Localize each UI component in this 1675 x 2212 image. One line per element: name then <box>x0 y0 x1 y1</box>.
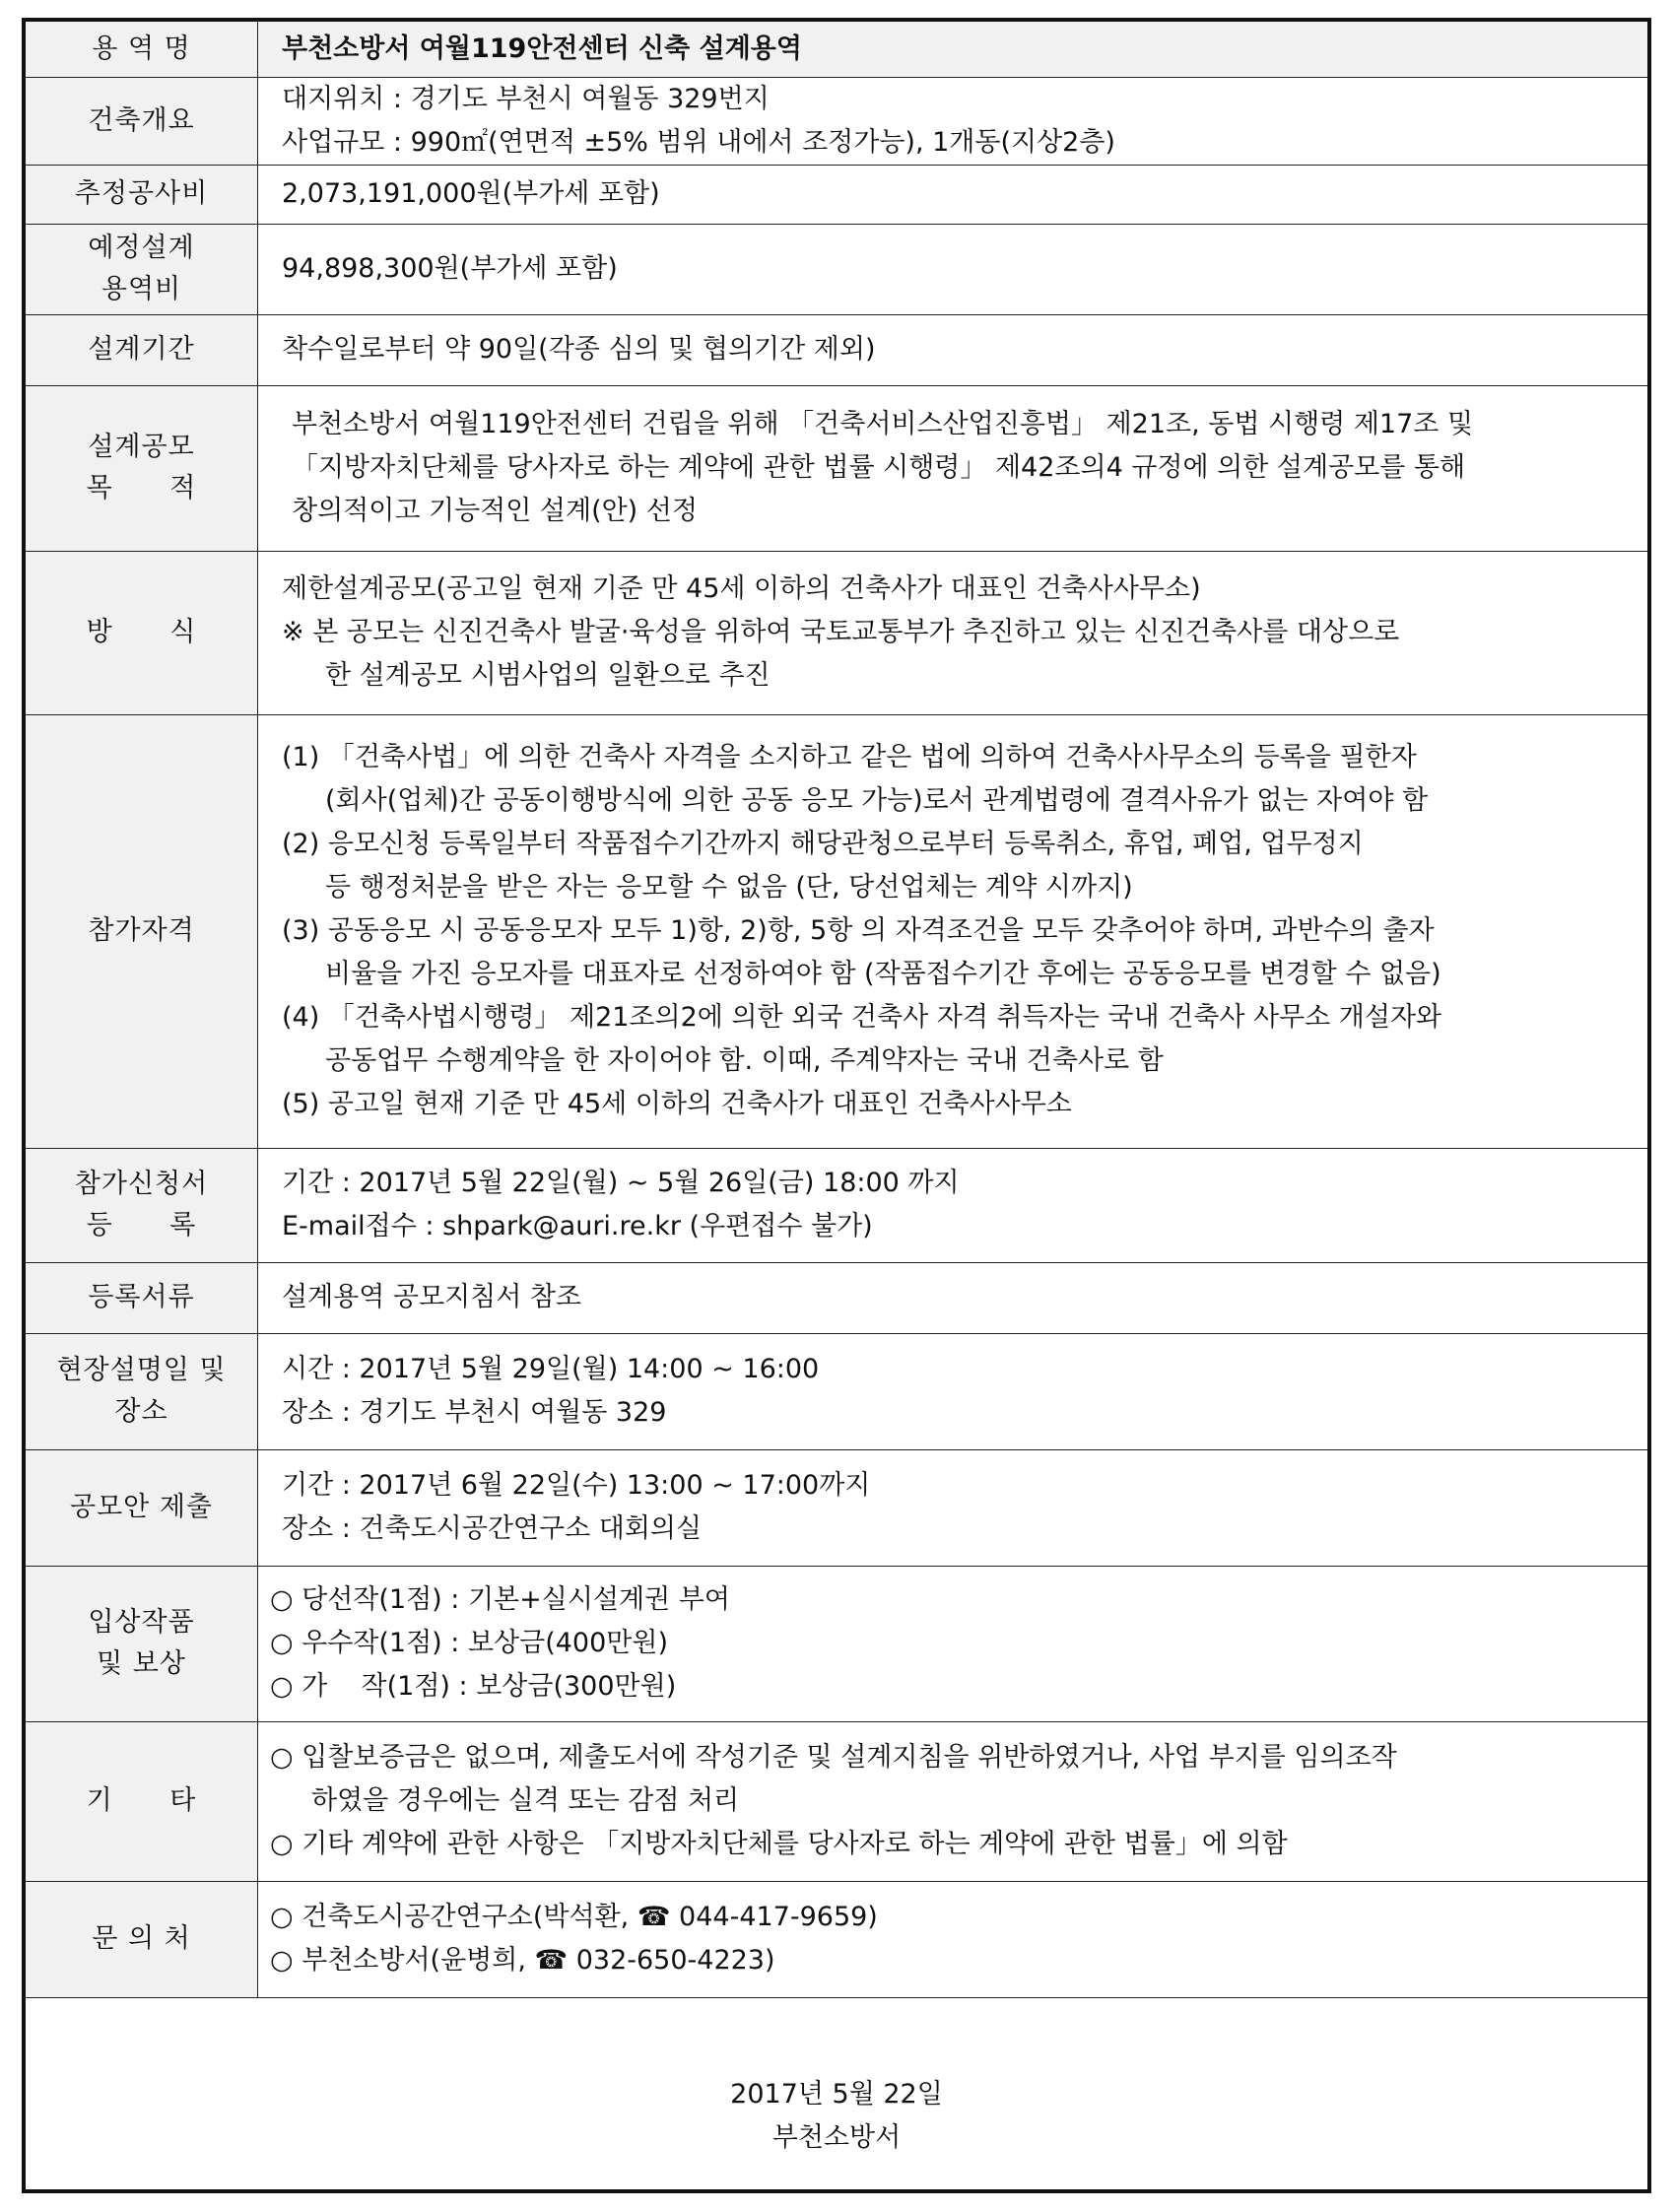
overview-line: 사업규모 : 990㎡(연면적 ±5% 범위 내에서 조정가능), 1개동(지상2층) <box>282 126 1115 158</box>
row-design-fee <box>26 224 1647 314</box>
label-documents: 등록서류 <box>26 1262 258 1333</box>
submission-line: 기간 : 2017년 6월 22일(수) 13:00 ~ 17:00까지 <box>282 1470 871 1501</box>
registration-line: E-mail접수 : shpark@auri.re.kr (우편접수 불가) <box>282 1211 873 1241</box>
value-construction-cost: 2,073,191,000원(부가세 포함) <box>258 165 1648 224</box>
eligibility-line: (1) 「건축사법」에 의한 건축사 자격을 소지하고 같은 법에 의하여 건축사사무소의 등록을 필한자 <box>282 742 1417 772</box>
value-overview <box>258 77 1648 165</box>
notice-footer <box>26 2073 1647 2160</box>
value-contact <box>258 1881 1648 1997</box>
label-etc: 기 타 <box>26 1721 258 1881</box>
value-method <box>258 551 1648 714</box>
submission-line: 장소 : 건축도시공간연구소 대회의실 <box>282 1513 703 1544</box>
label-line: 예정설계 <box>88 233 195 263</box>
purpose-line: 「지방자치단체를 당사자로 하는 계약에 관한 법률 시행령」 제42조의4 규정에 의한 설계공모를 통해 <box>292 452 1466 483</box>
row-site-briefing <box>26 1333 1647 1449</box>
label-construction-cost: 추정공사비 <box>26 165 258 224</box>
footer-date: 2017년 5월 22일 <box>730 2079 943 2110</box>
label-overview: 건축개요 <box>26 77 258 165</box>
label-project: 용 역 명 <box>26 22 258 77</box>
row-overview <box>26 77 1647 165</box>
label-line: 등 록 <box>86 1210 197 1240</box>
value-site-briefing <box>258 1333 1648 1449</box>
site-briefing-line: 장소 : 경기도 부천시 여월동 329 <box>282 1397 667 1428</box>
label-line: 용역비 <box>100 274 182 304</box>
label-eligibility: 참가자격 <box>26 714 258 1148</box>
row-method <box>26 551 1647 714</box>
contact-line: ○ 건축도시공간연구소(박석환, ☎ 044-417-9659) <box>270 1902 878 1932</box>
award-item: ○ 가 작(1점) : 보상금(300만원) <box>270 1671 677 1702</box>
notice-table <box>26 22 1647 1998</box>
eligibility-line: (3) 공동응모 시 공동응모자 모두 1)항, 2)항, 5항 의 자격조건을 모두 갖추어야 하며, 과반수의 출자 <box>282 915 1435 946</box>
value-eligibility <box>258 714 1648 1148</box>
label-site-briefing <box>26 1333 258 1449</box>
label-line: 참가신청서 <box>74 1169 209 1199</box>
eligibility-line: 공동업무 수행계약을 한 자이어야 함. 이때, 주계약자는 국내 건축사로 함 <box>325 1045 1164 1076</box>
eligibility-line: 비율을 가진 응모자를 대표자로 선정하여야 함 (작품접수기간 후에는 공동응모를 변경할 수 없음) <box>325 959 1441 989</box>
label-period: 설계기간 <box>26 314 258 385</box>
value-registration <box>258 1148 1648 1262</box>
label-awards <box>26 1566 258 1721</box>
label-purpose <box>26 385 258 551</box>
label-design-fee <box>26 224 258 314</box>
value-etc <box>258 1721 1648 1881</box>
row-construction-cost <box>26 165 1647 224</box>
row-submission <box>26 1449 1647 1566</box>
label-line: 목 적 <box>86 473 197 503</box>
purpose-line: 창의적이고 기능적인 설계(안) 선정 <box>292 496 698 526</box>
row-contact <box>26 1881 1647 1997</box>
method-line: 제한설계공모(공고일 현재 기준 만 45세 이하의 건축사가 대표인 건축사사무소) <box>282 573 1201 604</box>
eligibility-line: (회사(업체)간 공동이행방식에 의한 공동 응모 가능)로서 관계법령에 결격사유가 없는 자여야 함 <box>325 785 1429 816</box>
row-purpose <box>26 385 1647 551</box>
row-eligibility <box>26 714 1647 1148</box>
site-briefing-line: 시간 : 2017년 5월 29일(월) 14:00 ~ 16:00 <box>282 1354 820 1384</box>
label-line: 현장설명일 및 <box>56 1355 227 1385</box>
footer-issuer: 부천소방서 <box>771 2122 902 2153</box>
label-method: 방 식 <box>26 551 258 714</box>
label-registration <box>26 1148 258 1262</box>
method-line: 한 설계공모 시범사업의 일환으로 추진 <box>325 660 770 691</box>
row-documents <box>26 1262 1647 1333</box>
row-etc <box>26 1721 1647 1881</box>
value-submission <box>258 1449 1648 1566</box>
eligibility-line: (4) 「건축사법시행령」 제21조의2에 의한 외국 건축사 자격 취득자는 국내 건축사 사무소 개설자와 <box>282 1002 1442 1033</box>
value-project: 부천소방서 여월119안전센터 신축 설계용역 <box>258 22 1648 77</box>
label-line: 설계공모 <box>88 432 195 462</box>
overview-line: 대지위치 : 경기도 부천시 여월동 329번지 <box>282 83 770 114</box>
etc-line: ○ 입찰보증금은 없으며, 제출도서에 작성기준 및 설계지침을 위반하였거나, 사업 부지를 임의조작 <box>270 1742 1397 1773</box>
label-line: 입상작품 <box>88 1607 195 1638</box>
eligibility-line: (5) 공고일 현재 기준 만 45세 이하의 건축사가 대표인 건축사사무소 <box>282 1089 1072 1119</box>
registration-line: 기간 : 2017년 5월 22일(월) ~ 5월 26일(금) 18:00 까지 <box>282 1168 960 1198</box>
label-contact: 문 의 처 <box>26 1881 258 1997</box>
label-line: 장소 <box>114 1396 168 1427</box>
row-awards <box>26 1566 1647 1721</box>
value-purpose <box>258 385 1648 551</box>
label-line: 및 보상 <box>97 1648 186 1679</box>
value-awards <box>258 1566 1648 1721</box>
label-submission: 공모안 제출 <box>26 1449 258 1566</box>
row-registration <box>26 1148 1647 1262</box>
method-line: ※ 본 공모는 신진건축사 발굴·육성을 위하여 국토교통부가 추진하고 있는 신진건축사를 대상으로 <box>282 617 1400 647</box>
award-item: ○ 우수작(1점) : 보상금(400만원) <box>270 1628 668 1658</box>
value-design-fee: 94,898,300원(부가세 포함) <box>258 224 1648 314</box>
row-project <box>26 22 1647 77</box>
row-period <box>26 314 1647 385</box>
value-period: 착수일로부터 약 90일(각종 심의 및 협의기간 제외) <box>258 314 1648 385</box>
notice-frame <box>22 18 1651 2193</box>
contact-line: ○ 부천소방서(윤병희, ☎ 032-650-4223) <box>270 1945 775 1976</box>
eligibility-line: 등 행정처분을 받은 자는 응모할 수 없음 (단, 당선업체는 계약 시까지) <box>325 872 1133 903</box>
value-documents: 설계용역 공모지침서 참조 <box>258 1262 1648 1333</box>
etc-line: ○ 기타 계약에 관한 사항은 「지방자치단체를 당사자로 하는 계약에 관한 법률」에 의함 <box>270 1829 1288 1859</box>
etc-line: 하였을 경우에는 실격 또는 감점 처리 <box>311 1785 740 1816</box>
purpose-line: 부천소방서 여월119안전센터 건립을 위해 「건축서비스산업진흥법」 제21조, 동법 시행령 제17조 및 <box>292 409 1474 439</box>
award-item: ○ 당선작(1점) : 기본+실시설계권 부여 <box>270 1584 730 1615</box>
eligibility-line: (2) 응모신청 등록일부터 작품접수기간까지 해당관청으로부터 등록취소, 휴업, 폐업, 업무정지 <box>282 829 1364 859</box>
